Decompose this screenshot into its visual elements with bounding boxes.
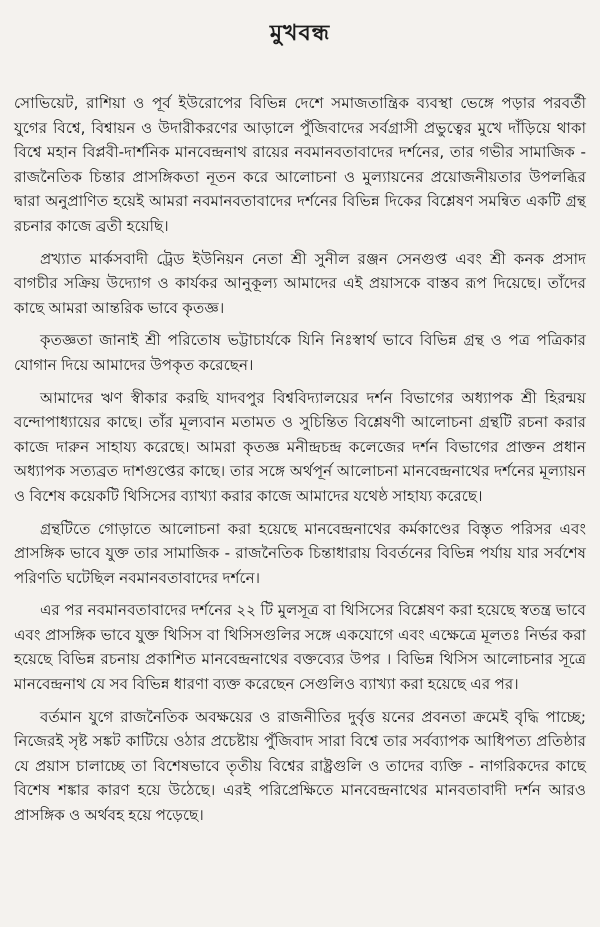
paragraph-acknowledgement-3: আমাদের ঋণ স্বীকার করছি যাদবপুর বিশ্ববিদ্যালয়ের দর্শন বিভাগের অধ্যাপক শ্রী হিরন্ময় বন্দোপাধ্যায়ের কাছে। তাঁর মূল্যবান মতামত ও সুচিন্তিত বিশ্লেষণী আলোচনা গ্রন্থটি রচনা করার কাজে দারুন সাহায্য করেছে। আমরা কৃতজ্ঞ মনীন্দ্রচন্দ্র কলেজের দর্শন বিভাগের প্রাক্তন প্রধান অধ্যাপক সত্যব্রত দাশগুপ্তের কাছে। তার সঙ্গে অর্থপূর্ন আলোচনা মানবেন্দ্রনাথের দর্শনের মূল্যায়ন ও বিশেষ কয়েকটি থিসিসের ব্যাখ্যা করার কাজে আমাদের যথেষ্ঠ সাহায্য করেছে।	[14, 388, 586, 505]
page-title: মুখবন্ধ	[269, 20, 331, 46]
paragraph-contents-1: গ্রন্থটিতে গোড়াতে আলোচনা করা হয়েছে মানবেন্দ্রনাথের কর্মকাণ্ডের বিস্তৃত পরিসর এবং প্রাসঙ্গিক ভাবে যুক্ত তার সামাজিক - রাজনৈতিক চিন্তাধারায় বিবর্তনের বিভিন্ন পর্যায় যার সর্বশেষ পরিণতি ঘটেছিল নবমানবতাবাদের দর্শনে।	[14, 519, 586, 587]
paragraph-relevance: বর্তমান যুগে রাজনৈতিক অবক্ষয়ের ও রাজনীতির দুর্বৃত্ত য়নের প্রবনতা ক্রমেই বৃদ্ধি পাচ্ছে; নিজেরই সৃষ্ট সঙ্কট কাটিয়ে ওঠার প্রচেষ্টায় পুঁজিবাদ সারা বিশ্বে তার সর্বব্যাপক আধিপত্য প্রতিষ্ঠার যে প্রয়াস চালাচ্ছে তা বিশেষভাবে তৃতীয় বিশ্বের রাষ্ট্রগুলি ও তাদের ব্যক্তি - নাগরিকদের কাছে বিশেষ শঙ্কার কারণ হয়ে উঠেছে। এরই পরিপ্রেক্ষিতে মানবেন্দ্রনাথের মানবতাবাদী দর্শন আরও প্রাসঙ্গিক ও অর্থবহ হয়ে পড়েছে।	[14, 707, 586, 825]
paragraph-intro: সোভিয়েট, রাশিয়া ও পূর্ব ইউরোপের বিভিন্ন দেশে সমাজতান্ত্রিক ব্যবস্থা ভেঙ্গে পড়ার পরবর্তী যুগের বিশ্বে, বিশ্বায়ন ও উদারীকরণের আড়ালে পুঁজিবাদের সর্বগ্রাসী প্রভুত্বের মুখে দাঁড়িয়ে থাকা বিশ্বে মহান বিপ্লবী-দার্শনিক মানবেন্দ্রনাথ রায়ের নবমানবতাবাদের দর্শনের, তার গভীর সামাজিক - রাজনৈতিক চিন্তার প্রাসঙ্গিকতা নূতন করে আলোচনা ও মুল্যায়নের প্রয়োজনীয়তার উপলব্ধির দ্বারা অনুপ্রাণিত হয়েই আমরা নবমানবতাবাদের দর্শনের বিভিন্ন দিকের বিশ্লেষণ সমন্বিত একটি গ্রন্থ রচনার কাজে ব্রতী হয়েছি।	[14, 94, 586, 235]
paragraph-acknowledgement-2: কৃতজ্ঞতা জানাই শ্রী পরিতোষ ভট্টাচার্যকে যিনি নিঃস্বার্থ ভাবে বিভিন্ন গ্রন্থ ও পত্র পত্রিকার যোগান দিয়ে আমাদের উপকৃত করেছেন।	[14, 331, 586, 374]
paragraph-acknowledgement-1: প্রখ্যাত মার্কসবাদী ট্রেড ইউনিয়ন নেতা শ্রী সুনীল রঞ্জন সেনগুপ্ত এবং শ্রী কনক প্রসাদ বাগচীর সক্রিয় উদ্যোগ ও কার্যকর আনুকূল্য আমাদের এই প্রয়াসকে বাস্তব রূপ দিয়েছে। তাঁদের কাছে আমরা আন্তরিক ভাবে কৃতজ্ঞ।	[14, 249, 586, 317]
paragraph-contents-2: এর পর নবমানবতাবাদের দর্শনের ২২ টি মুলসূত্র বা থিসিসের বিশ্লেষণ করা হয়েছে স্বতন্ত্র ভাবে এবং প্রাসঙ্গিক ভাবে যুক্ত থিসিস বা থিসিসগুলির সঙ্গে একযোগে এবং এক্ষেত্রে মূলতঃ নির্ভর করা হয়েছে বিভিন্ন রচনায় প্রকাশিত মানবেন্দ্রনাথের বক্তব্যের উপর । বিভিন্ন থিসিস আলোচনার সূত্রে মানবেন্দ্রনাথ যে সব বিভিন্ন ধারণা ব্যক্ত করেছেন সেগুলিও ব্যাখ্যা করা হয়েছে এর পর।	[14, 601, 586, 694]
